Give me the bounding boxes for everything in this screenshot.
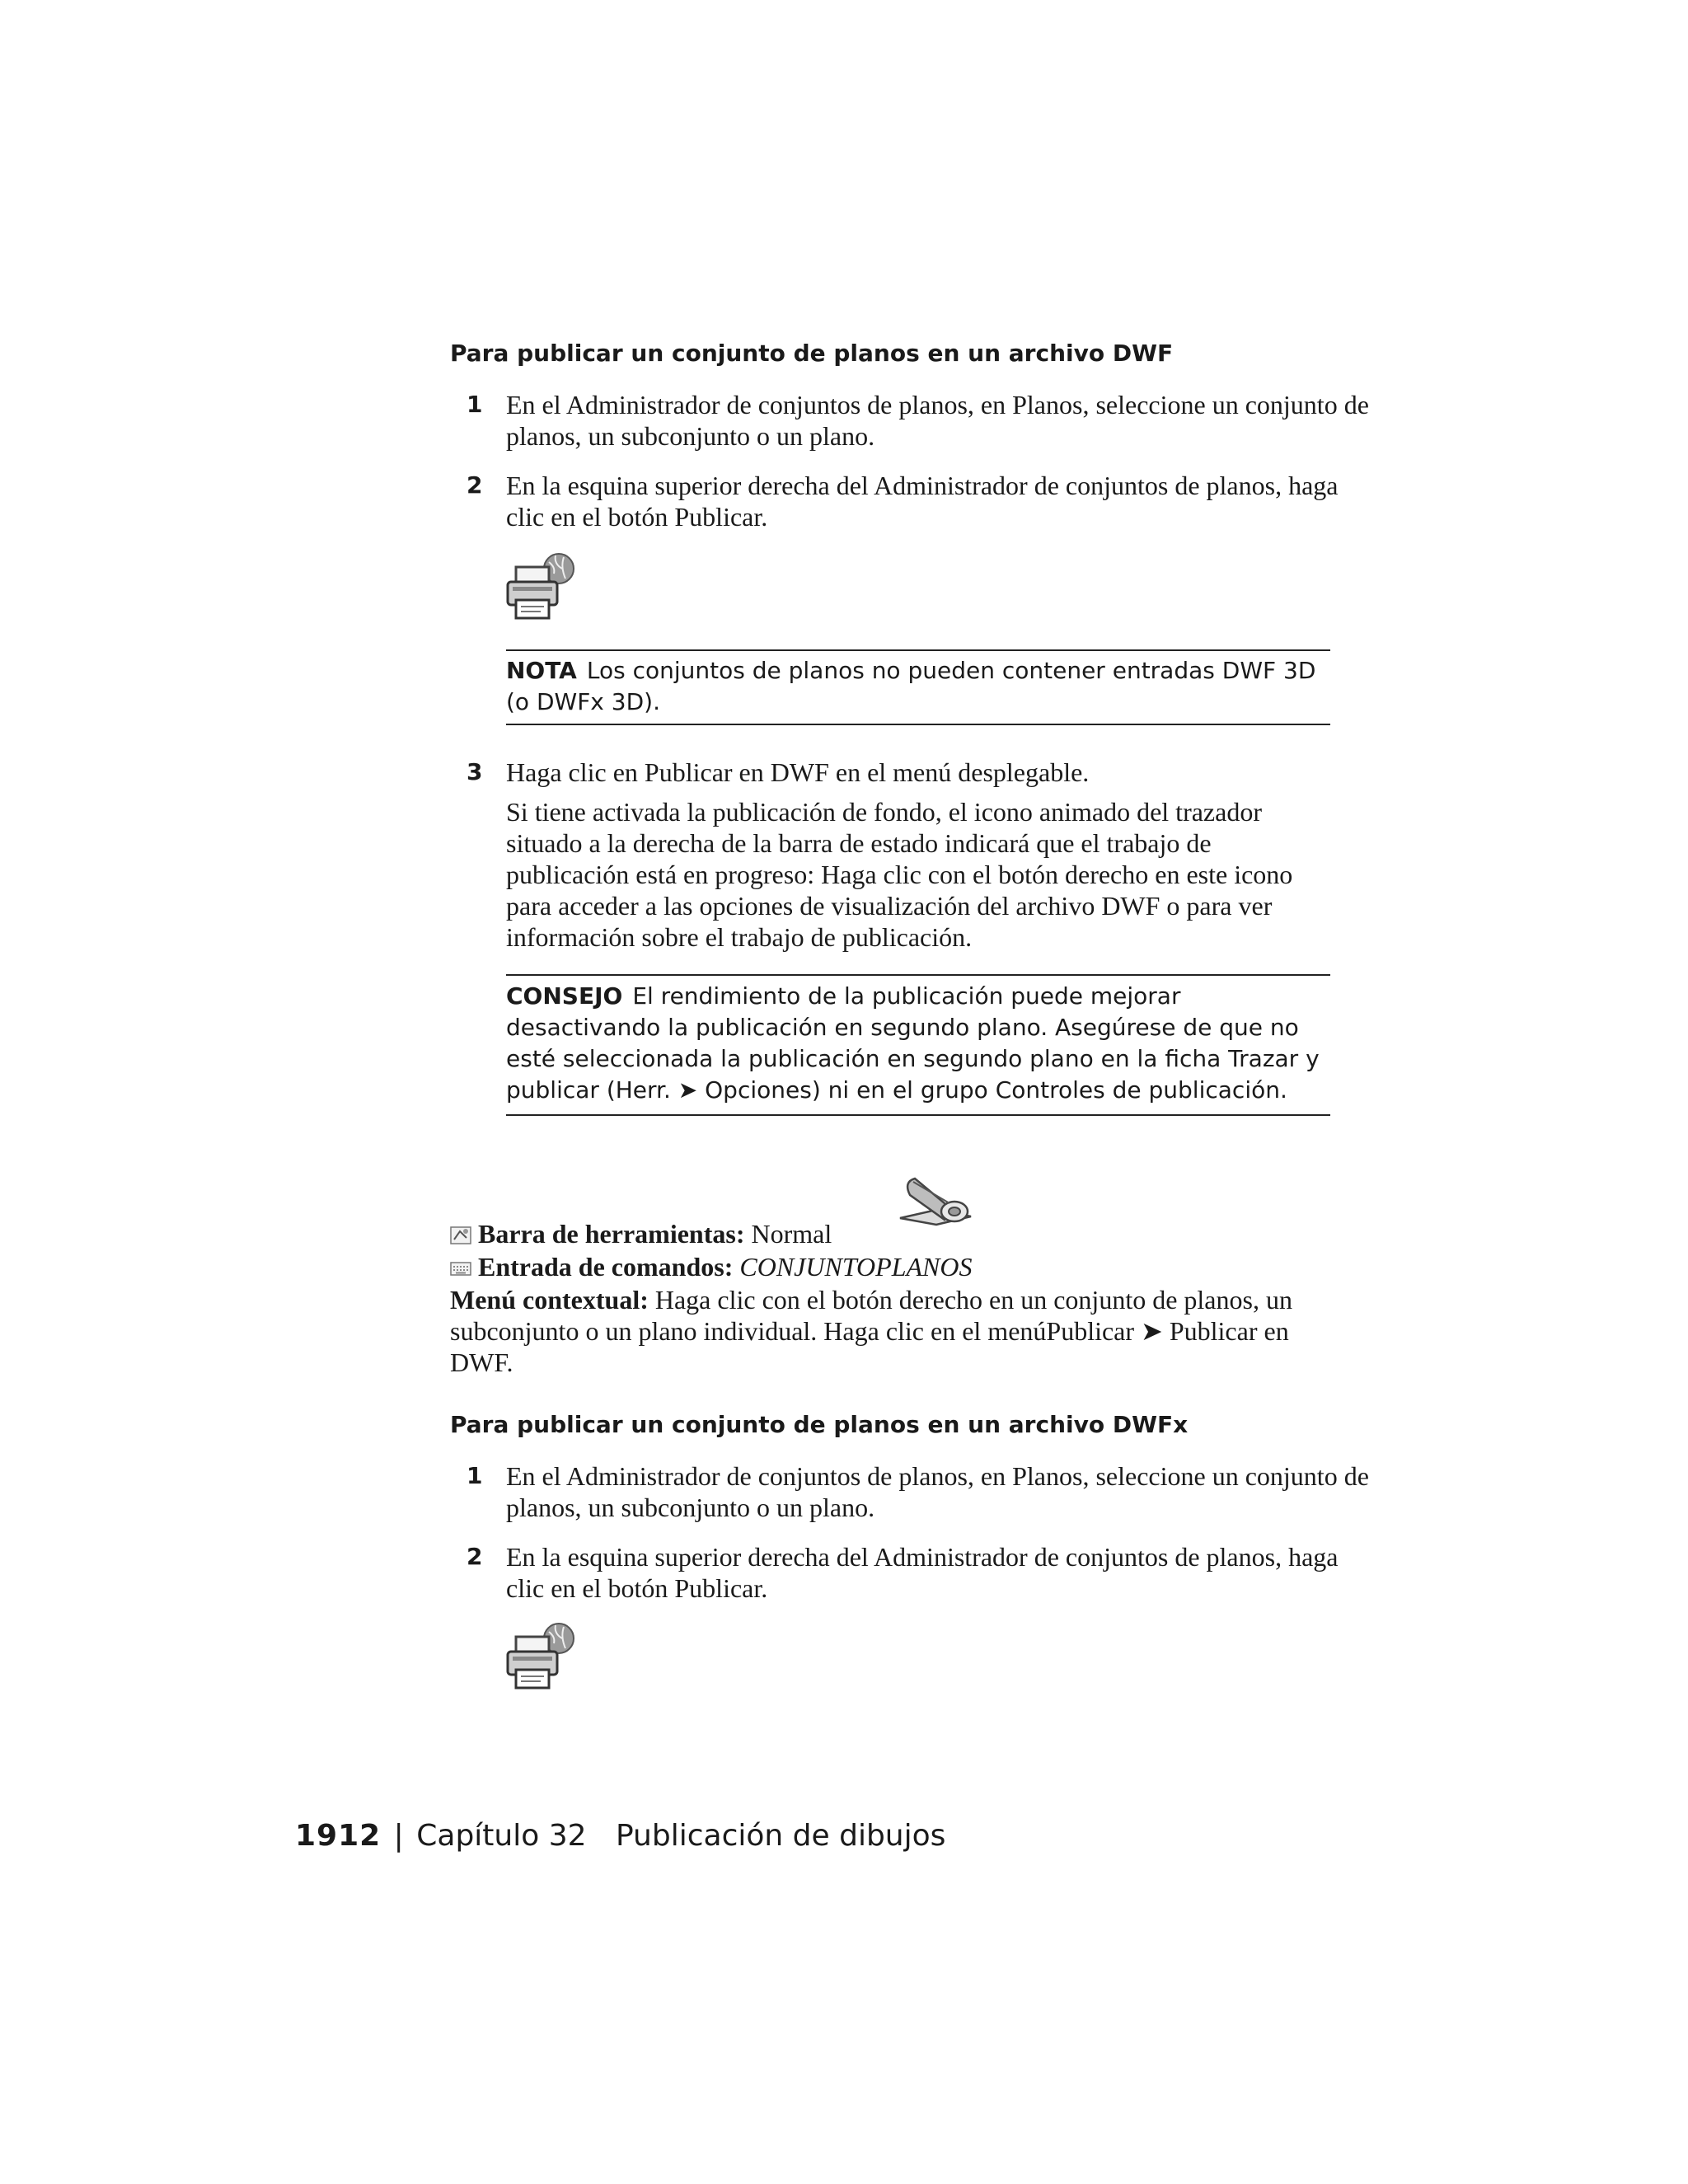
tip-text: El rendimiento de la publicación puede mejorar desactivando la publicación en segundo plano. Asegúrese de que no esté seleccionada la publicación en segundo plano en la ficha Trazar y publicar (Herr. ➤ Opciones) ni en el grupo Controles de publicación. <box>506 982 1320 1104</box>
section-heading-dwfx: Para publicar un conjunto de planos en un archivo DWFx <box>450 1411 1189 1438</box>
step-text: En el Administrador de conjuntos de planos, en Planos, seleccione un conjunto de planos, un subconjunto o un plano. <box>506 1461 1369 1522</box>
toolbar-access-line <box>450 1218 832 1249</box>
note-text: Los conjuntos de planos no pueden contener entradas DWF 3D (o DWFx 3D). <box>506 657 1316 715</box>
command-label: Entrada de comandos: <box>478 1252 734 1282</box>
section-heading-dwf: Para publicar un conjunto de planos en un archivo DWF <box>450 340 1174 367</box>
step-number: 2 <box>467 1543 483 1570</box>
note-label: NOTA <box>506 657 577 684</box>
chapter-label: Capítulo 32 <box>416 1819 587 1853</box>
command-value: CONJUNTOPLANOS <box>739 1252 973 1282</box>
step-number: 2 <box>467 471 483 499</box>
menu-label: Menú contextual: <box>450 1285 649 1315</box>
tip-label: CONSEJO <box>506 982 623 1010</box>
chapter-title: Publicación de dibujos <box>615 1819 946 1853</box>
keyboard-icon <box>450 1259 471 1277</box>
step-text: En la esquina superior derecha del Administrador de conjuntos de planos, haga clic en el botón Publicar. <box>506 471 1339 532</box>
page-footer <box>295 1818 945 1854</box>
context-menu-access <box>450 1284 1340 1378</box>
note-rule-top <box>506 649 1330 651</box>
toolbar-icon <box>450 1226 471 1244</box>
page-number: 1912 <box>295 1819 382 1853</box>
footer-separator: | <box>393 1819 404 1853</box>
step-number: 1 <box>467 1462 483 1489</box>
tip-rule-top <box>506 974 1330 976</box>
menu-text: Haga clic con el botón derecho en un conjunto de planos, un subconjunto o un plano individual. Haga clic en el menúPublicar ➤ Publicar en DWF. <box>450 1285 1292 1377</box>
step-text: En el Administrador de conjuntos de planos, en Planos, seleccione un conjunto de planos, un subconjunto o un plano. <box>506 390 1369 451</box>
toolbar-value: Normal <box>751 1219 832 1249</box>
step-text: Haga clic en Publicar en DWF en el menú desplegable. <box>506 757 1090 787</box>
sheet-set-manager-icon <box>895 1170 978 1236</box>
tip-rule-bottom <box>506 1114 1330 1116</box>
step-text: En la esquina superior derecha del Administrador de conjuntos de planos, haga clic en el botón Publicar. <box>506 1542 1339 1603</box>
step-number: 3 <box>467 758 483 785</box>
step-number: 1 <box>467 391 483 418</box>
tip-box <box>506 981 1330 1106</box>
publish-printer-icon <box>504 551 579 625</box>
step-3-detail: Si tiene activada la publicación de fondo, el icono animado del trazador situado a la derecha de la barra de estado indicará que el trabajo de publicación está en progreso: Haga clic con el botón derecho en este icono para acceder a las opciones de visualización del archivo DWF o para ver información sobre el trabajo de publicación. <box>506 797 1293 952</box>
publish-printer-icon <box>504 1620 579 1694</box>
toolbar-label: Barra de herramientas: <box>478 1219 745 1249</box>
command-access-line <box>450 1251 972 1282</box>
note-box <box>506 655 1330 718</box>
note-rule-bottom <box>506 724 1330 725</box>
